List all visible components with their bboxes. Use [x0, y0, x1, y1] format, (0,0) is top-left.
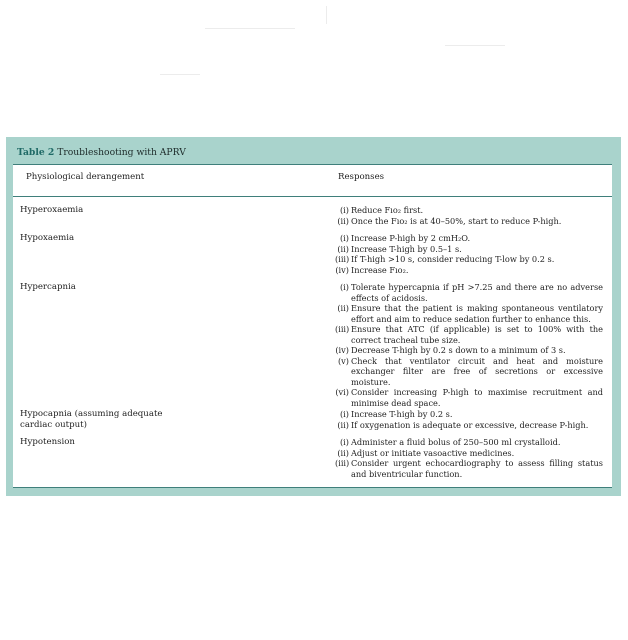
response-number: (ii) — [337, 303, 349, 313]
derangement-cell: Hypoxaemia — [20, 233, 75, 243]
response-text: Tolerate hypercapnia if pH >7.25 and there are no adverse effects of acidosis. — [351, 282, 603, 303]
response-item — [335, 345, 603, 356]
ghost-rule — [445, 45, 505, 46]
response-item — [335, 324, 603, 345]
response-text: Administer a fluid bolus of 250–500 ml crystalloid. — [351, 437, 561, 447]
response-number: (iv) — [335, 345, 349, 355]
response-item — [335, 265, 603, 276]
response-text: Consider urgent echocardiography to assess filling status and biventricular function. — [351, 458, 603, 479]
response-number: (i) — [339, 409, 349, 419]
derangement-cell: Hypotension — [20, 437, 75, 447]
response-item — [335, 437, 603, 448]
response-item — [335, 205, 603, 216]
response-text: If oxygenation is adequate or excessive, decrease P-high. — [351, 419, 589, 430]
response-item — [335, 233, 603, 244]
response-item — [335, 387, 603, 408]
response-item — [335, 303, 603, 324]
responses-cell — [335, 282, 603, 408]
responses-cell — [335, 437, 603, 479]
derangement-cell: Hypocapnia (assuming adequate cardiac output) — [20, 409, 163, 430]
responses-cell — [335, 409, 603, 430]
response-number: (ii) — [337, 243, 349, 254]
response-item — [335, 216, 603, 227]
derangement-cell: Hyperoxaemia — [20, 205, 84, 215]
response-item — [335, 356, 603, 388]
response-text: Ensure that the patient is making spontaneous ventilatory effort and aim to reduce sedation further to enhance this. — [351, 303, 603, 324]
table-number: Table 2 — [17, 147, 55, 158]
response-text: Ensure that ATC (if applicable) is set to 100% with the correct tracheal tube size. — [351, 324, 603, 345]
response-text: Consider increasing P-high to maximise recruitment and minimise dead space. — [351, 387, 603, 408]
responses-cell — [335, 205, 603, 226]
response-number: (iii) — [335, 458, 350, 468]
response-text: Increase T-high by 0.2 s. — [351, 409, 453, 419]
response-text: Increase T-high by 0.5–1 s. — [351, 243, 462, 254]
derangement-cell: Hypercapnia — [20, 282, 76, 292]
column-header-derangement: Physiological derangement — [26, 172, 145, 182]
response-text: Decrease T-high by 0.2 s down to a minimum of 3 s. — [351, 345, 566, 355]
response-number: (v) — [337, 355, 349, 366]
response-text: Increase Fıo₂. — [351, 264, 409, 275]
response-text: If T-high >10 s, consider reducing T-low by 0.2 s. — [351, 254, 555, 264]
response-number: (ii) — [337, 419, 349, 430]
table-title: Troubleshooting with APRV — [57, 147, 186, 158]
response-number: (i) — [339, 437, 349, 447]
response-text: Once the Fıo₂ is at 40–50%, start to reduce P-high. — [351, 215, 562, 226]
response-number: (iii) — [335, 254, 350, 264]
responses-cell — [335, 233, 603, 275]
response-item — [335, 409, 603, 420]
response-item — [335, 420, 603, 431]
response-number: (i) — [339, 233, 349, 243]
response-text: Check that ventilator circuit and heat and moisture exchanger filter are free of secretions or excessive moisture. — [351, 355, 603, 387]
response-number: (i) — [339, 282, 349, 292]
response-number: (ii) — [337, 447, 349, 458]
response-text: Adjust or initiate vasoactive medicines. — [351, 447, 515, 458]
response-text: Reduce Fıo₂ first. — [351, 205, 424, 215]
response-item — [335, 244, 603, 255]
response-item — [335, 448, 603, 459]
response-item — [335, 254, 603, 265]
response-number: (i) — [339, 205, 349, 215]
table-caption — [17, 147, 186, 158]
response-item — [335, 282, 603, 303]
response-number: (vi) — [335, 387, 349, 397]
ghost-rule — [326, 6, 327, 24]
column-header-responses: Responses — [338, 172, 385, 182]
response-number: (ii) — [337, 215, 349, 226]
response-item — [335, 458, 603, 479]
table-panel — [6, 137, 621, 496]
response-number: (iii) — [335, 324, 350, 334]
ghost-rule — [205, 28, 295, 29]
table — [13, 164, 612, 488]
response-number: (iv) — [335, 264, 349, 275]
response-text: Increase P-high by 2 cmH₂O. — [351, 233, 471, 243]
table-header-row — [13, 165, 612, 197]
ghost-rule — [160, 74, 200, 75]
